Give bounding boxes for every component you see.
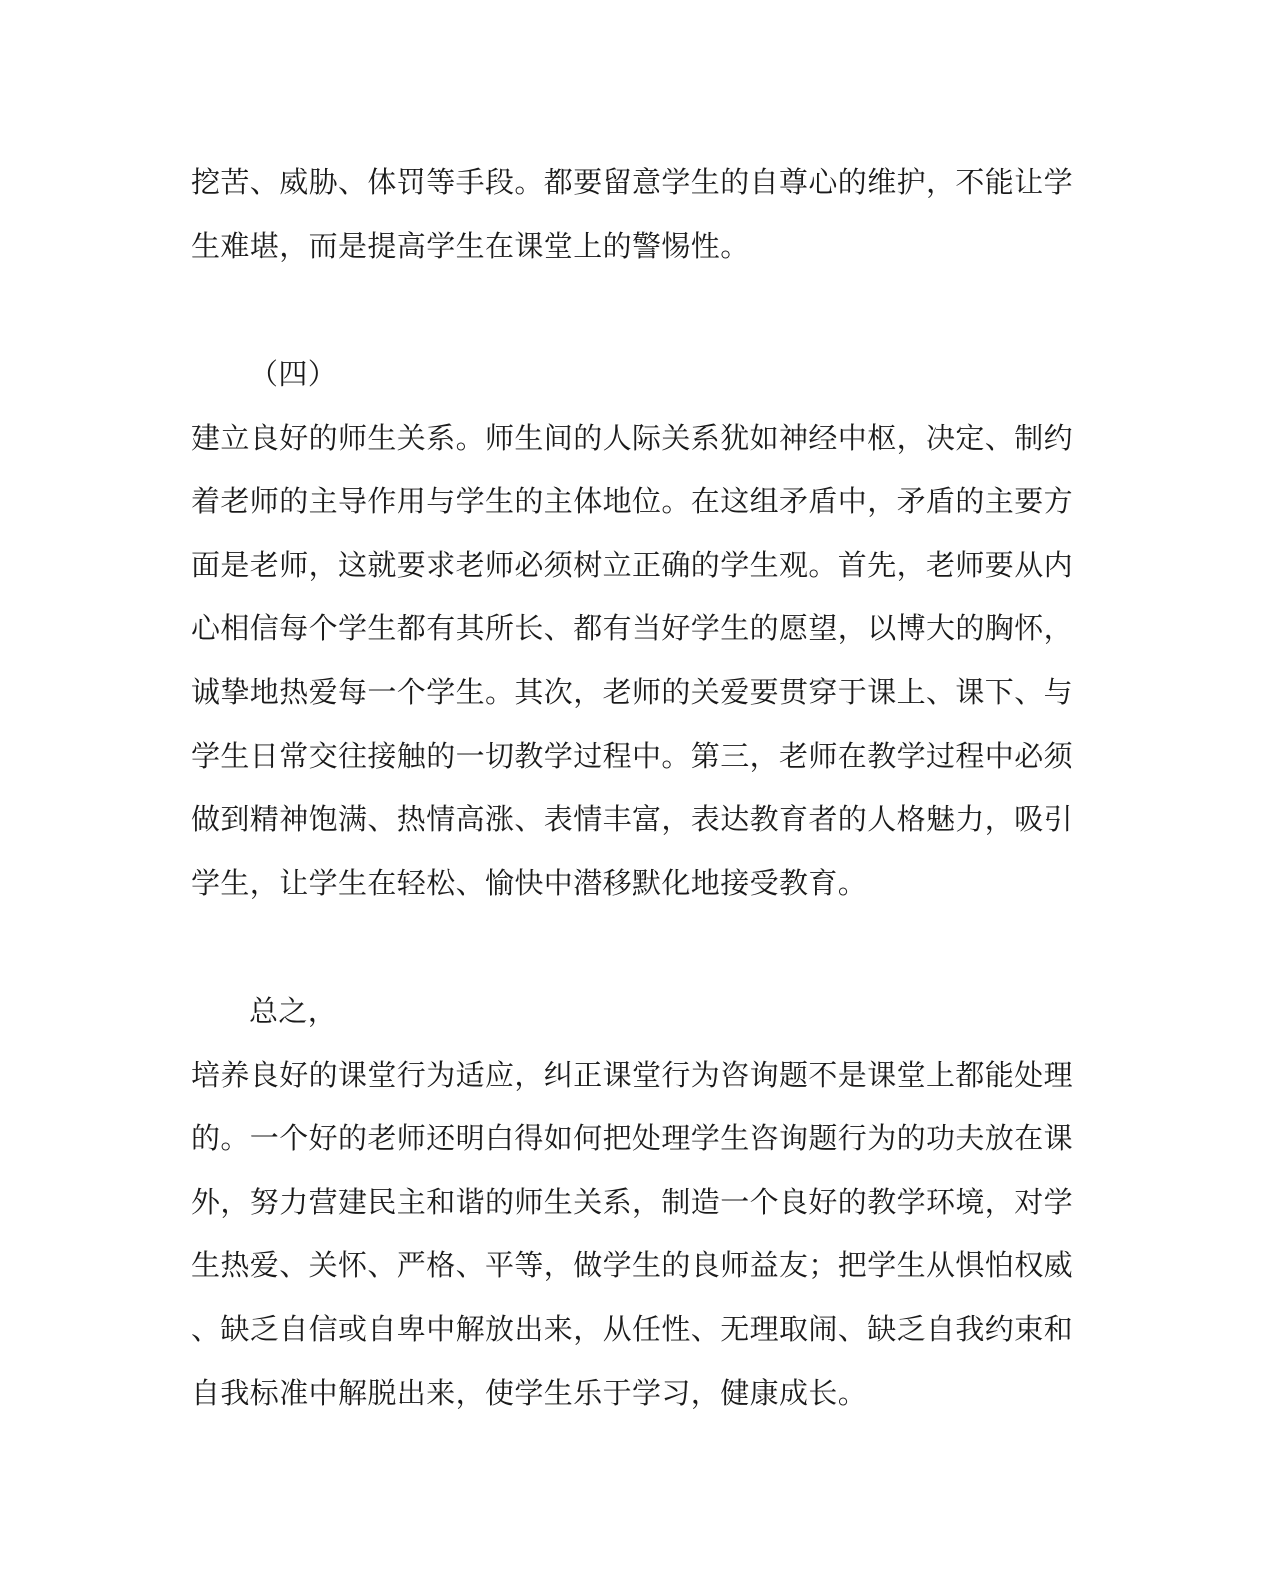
section-heading: （四） — [249, 357, 338, 391]
text-line: 自我标准中解脱出来，使学生乐于学习，健康成长。 — [191, 1376, 868, 1410]
text-line: 的。一个好的老师还明白得如何把处理学生咨询题行为的功夫放在课 — [191, 1121, 1074, 1155]
text-line: 生热爱、关怀、严格、平等，做学生的良师益友；把学生从惧怕权威 — [191, 1248, 1074, 1282]
text-line: 学生日常交往接触的一切教学过程中。第三，老师在教学过程中必须 — [191, 739, 1074, 773]
text-line: 外，努力营建民主和谐的师生关系，制造一个良好的教学环境，对学 — [191, 1185, 1074, 1219]
text-line: 、缺乏自信或自卑中解放出来，从任性、无理取闹、缺乏自我约束和 — [191, 1312, 1074, 1346]
text-line: 着老师的主导作用与学生的主体地位。在这组矛盾中，矛盾的主要方 — [191, 484, 1074, 518]
text-line: 挖苦、威胁、体罚等手段。都要留意学生的自尊心的维护，不能让学 — [191, 165, 1074, 199]
text-line: 生难堪，而是提高学生在课堂上的警惕性。 — [191, 229, 750, 263]
text-line: 诚挚地热爱每一个学生。其次，老师的关爱要贯穿于课上、课下、与 — [191, 675, 1074, 709]
text-line: 心相信每个学生都有其所长、都有当好学生的愿望，以博大的胸怀， — [191, 611, 1074, 645]
text-line: 做到精神饱满、热情高涨、表情丰富，表达教育者的人格魅力，吸引 — [191, 802, 1074, 836]
text-line: 培养良好的课堂行为适应，纠正课堂行为咨询题不是课堂上都能处理 — [191, 1058, 1074, 1092]
text-line: 建立良好的师生关系。师生间的人际关系犹如神经中枢，决定、制约 — [191, 421, 1074, 455]
section-heading: 总之， — [249, 994, 338, 1028]
text-line: 面是老师，这就要求老师必须树立正确的学生观。首先，老师要从内 — [191, 548, 1074, 582]
text-line: 学生，让学生在轻松、愉快中潜移默化地接受教育。 — [191, 866, 868, 900]
